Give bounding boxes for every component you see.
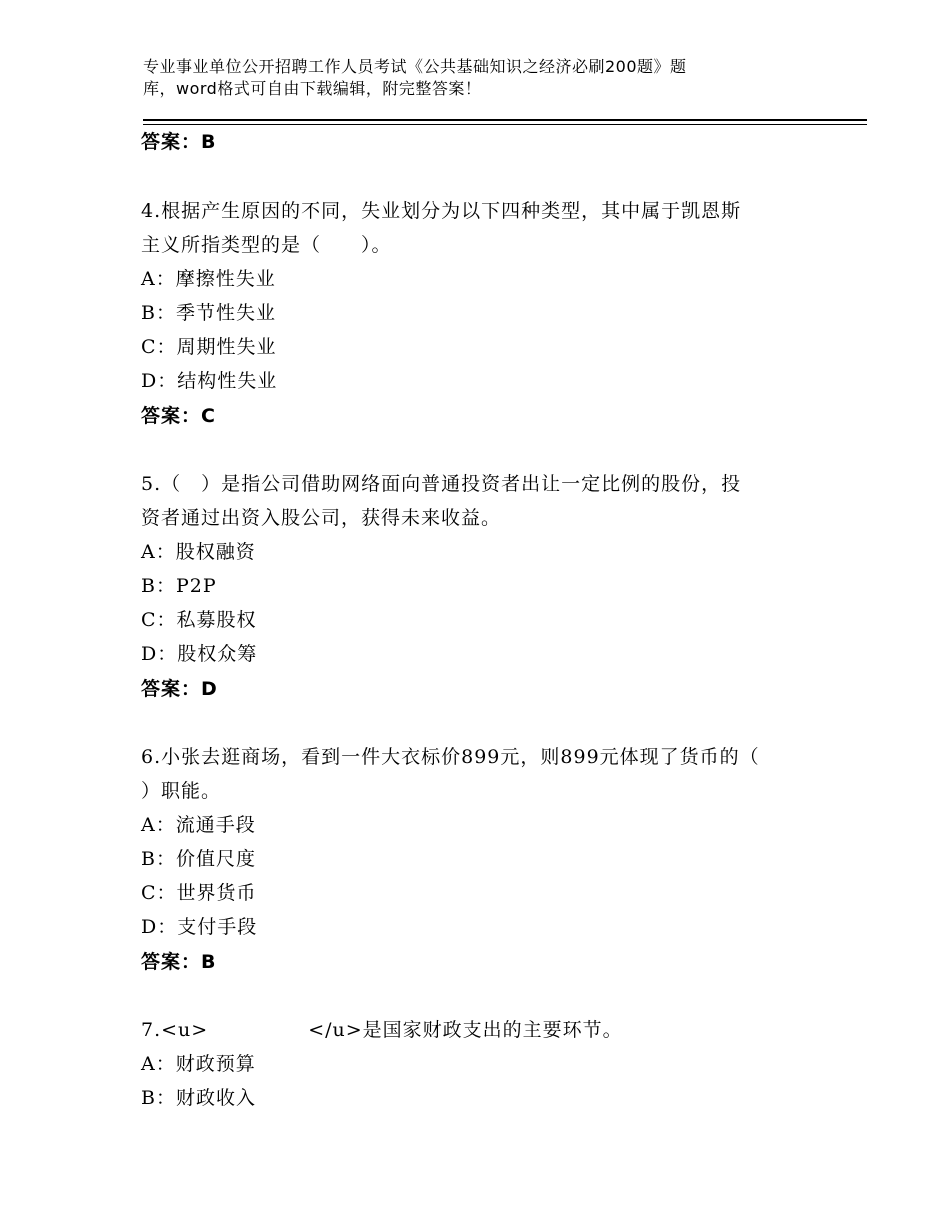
header-rule-thick <box>143 119 867 121</box>
q4-option-b: B：季节性失业 <box>141 302 276 324</box>
q6-answer: 答案：B <box>141 951 217 973</box>
q7-option-b: B：财政收入 <box>141 1087 256 1109</box>
q4-option-c: C：周期性失业 <box>141 336 277 358</box>
q6-option-a: A：流通手段 <box>141 814 256 836</box>
q5-option-b: B：P2P <box>141 575 217 597</box>
q5-option-a: A：股权融资 <box>141 541 256 563</box>
q5-stem-line-2: 资者通过出资入股公司，获得未来收益。 <box>141 507 502 529</box>
document-header <box>143 56 783 100</box>
q6-stem-line-1: 6.小张去逛商场，看到一件大衣标价899元，则899元体现了货币的（ <box>141 746 760 768</box>
header-title-line-2: 库，word格式可自由下载编辑，附完整答案！ <box>143 79 482 98</box>
q3-answer: 答案：B <box>141 131 217 153</box>
q4-answer: 答案：C <box>141 405 216 427</box>
q4-stem-line-1: 4.根据产生原因的不同，失业划分为以下四种类型，其中属于凯恩斯 <box>141 200 742 222</box>
q6-option-b: B：价值尺度 <box>141 848 256 870</box>
q5-option-d: D：股权众筹 <box>141 643 258 665</box>
q6-stem-line-2: ）职能。 <box>141 780 222 802</box>
q4-stem-line-2: 主义所指类型的是（ ）。 <box>141 234 392 256</box>
header-rule-thin <box>143 124 867 125</box>
q5-option-c: C：私募股权 <box>141 609 257 631</box>
q5-stem-line-1: 5.（ ）是指公司借助网络面向普通投资者出让一定比例的股份，投 <box>141 473 742 495</box>
header-title-line-1: 专业事业单位公开招聘工作人员考试《公共基础知识之经济必刷200题》题 <box>143 57 687 76</box>
q4-option-d: D：结构性失业 <box>141 370 278 392</box>
q5-answer: 答案：D <box>141 678 218 700</box>
q7-stem-line-1: 7.<u> </u>是国家财政支出的主要环节。 <box>141 1019 623 1041</box>
q6-option-c: C：世界货币 <box>141 882 257 904</box>
q7-option-a: A：财政预算 <box>141 1053 256 1075</box>
q4-option-a: A：摩擦性失业 <box>141 268 276 290</box>
q6-option-d: D：支付手段 <box>141 916 258 938</box>
